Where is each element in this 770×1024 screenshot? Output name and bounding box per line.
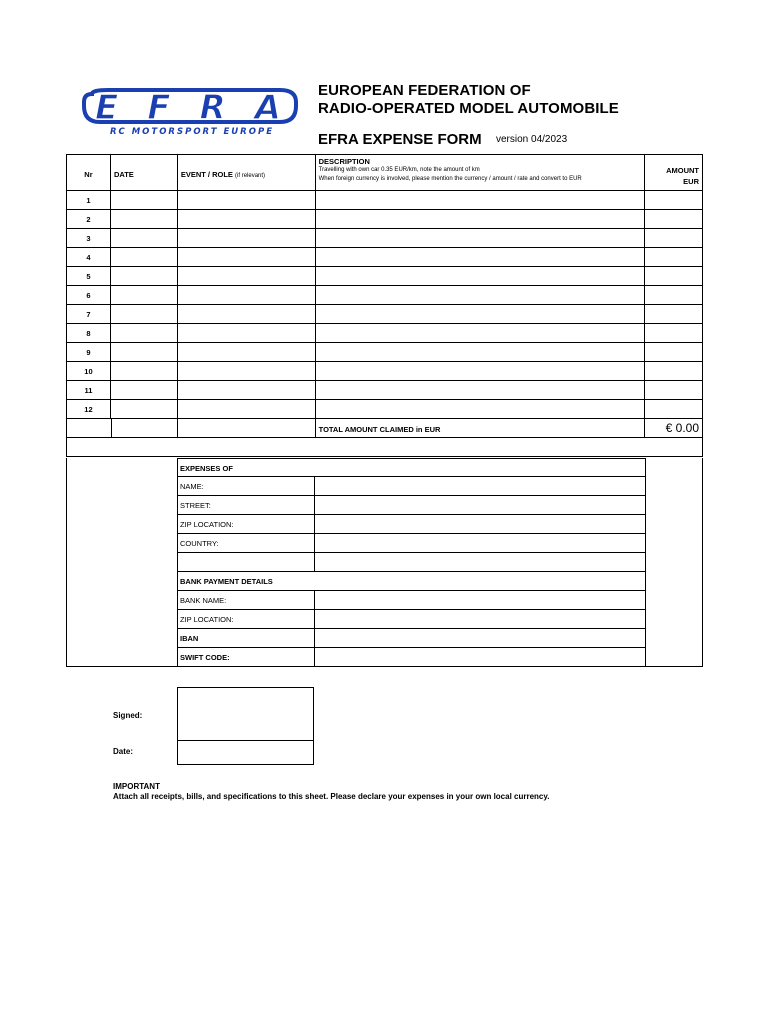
table-row [66,267,703,286]
total-value[interactable]: € 0.00 [645,419,703,438]
table-row [66,191,703,210]
description-cell[interactable] [316,381,645,400]
important-text: Attach all receipts, bills, and specifications to this sheet. Please declare your expenses in your own local currency. [113,792,550,801]
street-label: STREET: [178,496,315,514]
total-label: TOTAL AMOUNT CLAIMED in EUR [316,419,645,438]
payee-section [66,458,703,667]
description-cell[interactable] [316,229,645,248]
table-row [66,248,703,267]
org-title-line1: EUROPEAN FEDERATION OF [318,82,531,99]
description-cell[interactable] [316,362,645,381]
col-event-label: EVENT / ROLE [180,170,233,179]
table-body [66,191,703,419]
table-row [66,362,703,381]
name-field[interactable] [315,477,646,495]
expenses-of-row [178,458,646,477]
col-amount-header [645,155,703,191]
bank-title: BANK PAYMENT DETAILS [178,572,646,590]
event-cell[interactable] [178,400,316,419]
col-amount-label: AMOUNT [666,166,700,175]
row-number: 8 [67,324,111,343]
amount-cell[interactable] [645,286,703,305]
event-cell[interactable] [178,286,316,305]
event-cell[interactable] [178,324,316,343]
date-cell[interactable] [111,381,178,400]
description-cell[interactable] [316,248,645,267]
swift-label: SWIFT CODE: [178,648,315,666]
col-description-label: DESCRIPTION [318,157,370,166]
amount-cell[interactable] [645,248,703,267]
street-field[interactable] [315,496,646,514]
important-title: IMPORTANT [113,782,160,791]
row-number: 4 [67,248,111,267]
date-cell[interactable] [111,248,178,267]
table-row [66,324,703,343]
org-title [318,82,619,118]
blank-label [178,553,315,571]
description-cell[interactable] [316,210,645,229]
table-row [66,210,703,229]
blank-field[interactable] [315,553,646,571]
bank-zip-label: ZIP LOCATION: [178,610,315,628]
amount-cell[interactable] [645,210,703,229]
amount-cell[interactable] [645,191,703,210]
event-cell[interactable] [178,305,316,324]
iban-row [178,629,646,648]
zip-label: ZIP LOCATION: [178,515,315,533]
signature-box[interactable] [177,687,314,765]
event-cell[interactable] [178,191,316,210]
amount-cell[interactable] [645,381,703,400]
table-row [66,305,703,324]
date-cell[interactable] [111,324,178,343]
bank-zip-row [178,610,646,629]
date-cell[interactable] [111,362,178,381]
total-date-cell [111,419,178,438]
total-row [66,419,703,438]
bank-zip-field[interactable] [315,610,646,628]
row-number: 11 [67,381,111,400]
org-title-line2: RADIO-OPERATED MODEL AUTOMOBILE [318,100,619,117]
date-cell[interactable] [111,267,178,286]
country-label: COUNTRY: [178,534,315,552]
row-number: 5 [67,267,111,286]
logo-tagline: RC MOTORSPORT EUROPE [109,127,275,137]
row-number: 6 [67,286,111,305]
description-cell[interactable] [316,400,645,419]
row-number: 7 [67,305,111,324]
date-cell[interactable] [111,305,178,324]
expenses-of-title: EXPENSES OF [178,459,646,476]
amount-cell[interactable] [645,267,703,286]
event-cell[interactable] [178,248,316,267]
table-row [66,400,703,419]
description-cell[interactable] [316,305,645,324]
description-cell[interactable] [316,191,645,210]
date-cell[interactable] [111,286,178,305]
logo-text: EFRA [95,88,285,128]
row-number: 2 [67,210,111,229]
col-date-header: DATE [111,155,178,191]
description-cell[interactable] [316,343,645,362]
zip-field[interactable] [315,515,646,533]
name-row [178,477,646,496]
name-label: NAME: [178,477,315,495]
event-cell[interactable] [178,362,316,381]
row-number: 9 [67,343,111,362]
table-row [66,381,703,400]
signature-divider [177,740,314,741]
bank-name-label: BANK NAME: [178,591,315,609]
table-row [66,343,703,362]
description-cell[interactable] [316,286,645,305]
event-cell[interactable] [178,229,316,248]
description-cell[interactable] [316,267,645,286]
spacer-cell [67,438,703,457]
table-row [66,229,703,248]
col-description-note-2: When foreign currency is involved, please mention the currency / amount / rate and convert to EUR [318,176,582,182]
col-description-header [316,155,645,191]
payee-fields [177,458,646,667]
form-version: version 04/2023 [496,134,568,145]
row-number: 10 [67,362,111,381]
date-label: Date: [113,747,134,756]
description-cell[interactable] [316,324,645,343]
col-amount-currency: EUR [683,177,700,186]
event-cell[interactable] [178,210,316,229]
row-number: 1 [67,191,111,210]
table-row [66,286,703,305]
efra-logo [80,84,300,140]
amount-cell[interactable] [645,229,703,248]
iban-field[interactable] [315,629,646,647]
event-cell[interactable] [178,381,316,400]
swift-field[interactable] [315,648,646,666]
amount-cell[interactable] [645,400,703,419]
signed-label: Signed: [113,711,143,720]
zip-row [178,515,646,534]
blank-row [178,553,646,572]
amount-cell[interactable] [645,343,703,362]
bank-name-field[interactable] [315,591,646,609]
amount-cell[interactable] [645,362,703,381]
date-cell[interactable] [111,191,178,210]
spacer-row [66,438,703,457]
row-number: 12 [67,400,111,419]
amount-cell[interactable] [645,305,703,324]
country-row [178,534,646,553]
amount-cell[interactable] [645,324,703,343]
total-spacer [67,419,111,438]
col-nr-header: Nr [67,155,111,191]
col-description-note-1: Travelling with own car 0.35 EUR/km, note the amount of km [318,167,480,173]
event-cell[interactable] [178,343,316,362]
important-note [113,782,549,802]
country-field[interactable] [315,534,646,552]
event-cell[interactable] [178,267,316,286]
bank-title-row [178,572,646,591]
date-cell[interactable] [111,229,178,248]
expense-table [66,154,703,457]
iban-label: IBAN [178,629,315,647]
swift-row [178,648,646,667]
total-event-cell [178,419,316,438]
col-event-header [178,155,316,191]
street-row [178,496,646,515]
date-cell[interactable] [111,343,178,362]
date-cell[interactable] [111,210,178,229]
row-number: 3 [67,229,111,248]
form-title: EFRA EXPENSE FORM [318,131,482,148]
date-cell[interactable] [111,400,178,419]
col-event-note: (if relevant) [235,173,266,179]
bank-name-row [178,591,646,610]
table-header [66,154,703,191]
